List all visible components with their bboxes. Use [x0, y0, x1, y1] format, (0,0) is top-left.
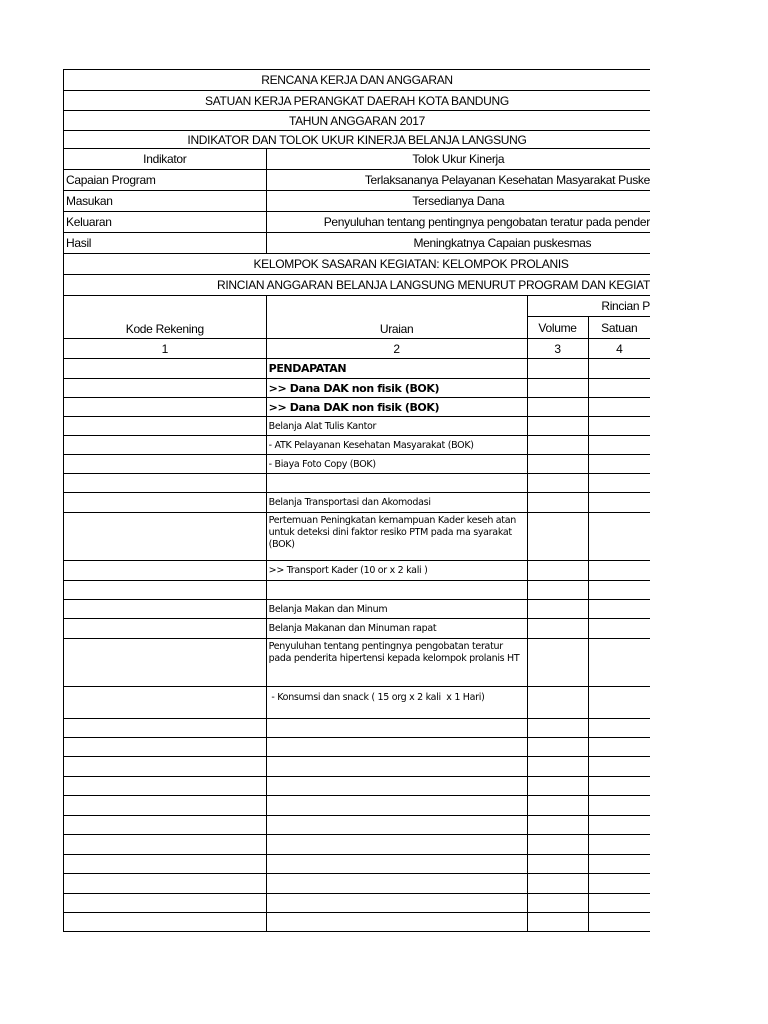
satuan-cell: [588, 913, 650, 932]
kelompok-sasaran: KELOMPOK SASARAN KEGIATAN: KELOMPOK PROLANIS: [64, 254, 651, 275]
indikator-column-header: Indikator: [64, 149, 267, 170]
kode-cell: [64, 455, 267, 474]
satuan-cell: [588, 855, 650, 874]
column-number: 1: [64, 339, 267, 359]
kode-cell: [64, 777, 267, 796]
volume-cell: [527, 513, 588, 561]
indikator-label: Hasil: [64, 233, 267, 254]
uraian-cell: >> Dana DAK non fisik (BOK): [266, 379, 527, 398]
uraian-cell: PENDAPATAN: [266, 359, 527, 379]
title-line-3: TAHUN ANGGARAN 2017: [64, 111, 651, 131]
satuan-cell: [588, 436, 650, 455]
column-number: 2: [266, 339, 527, 359]
uraian-cell: Penyuluhan tentang pentingnya pengobatan teratur pada penderita hipertensi kepada kelompok prolanis HT: [266, 639, 527, 687]
uraian-header: Uraian: [266, 296, 527, 339]
uraian-cell: [266, 474, 527, 493]
satuan-cell: [588, 474, 650, 493]
kode-rekening-header: Kode Rekening: [64, 296, 267, 339]
volume-header: Volume: [527, 317, 588, 339]
kode-cell: [64, 474, 267, 493]
kode-cell: [64, 738, 267, 757]
volume-cell: [527, 639, 588, 687]
satuan-cell: [588, 816, 650, 835]
kode-cell: [64, 417, 267, 436]
satuan-cell: [588, 719, 650, 738]
uraian-cell: [266, 874, 527, 894]
volume-cell: [527, 474, 588, 493]
rka-table: [63, 69, 650, 932]
volume-cell: [527, 436, 588, 455]
volume-cell: [527, 835, 588, 855]
satuan-cell: [588, 417, 650, 436]
satuan-cell: [588, 894, 650, 913]
uraian-cell: [266, 855, 527, 874]
title-line-2: SATUAN KERJA PERANGKAT DAERAH KOTA BANDUNG: [64, 91, 651, 111]
uraian-cell: Pertemuan Peningkatan kemampuan Kader keseh atan untuk deteksi dini faktor resiko PTM pada ma syarakat (BOK): [266, 513, 527, 561]
indikator-label: Capaian Program: [64, 170, 267, 191]
satuan-cell: [588, 687, 650, 719]
volume-cell: [527, 600, 588, 619]
kode-cell: [64, 600, 267, 619]
volume-cell: [527, 738, 588, 757]
volume-cell: [527, 581, 588, 600]
volume-cell: [527, 619, 588, 639]
satuan-cell: [588, 619, 650, 639]
volume-cell: [527, 855, 588, 874]
kode-cell: [64, 581, 267, 600]
indikator-label: Keluaran: [64, 212, 267, 233]
volume-cell: [527, 493, 588, 513]
volume-cell: [527, 894, 588, 913]
volume-cell: [527, 359, 588, 379]
uraian-cell: Belanja Makanan dan Minuman rapat: [266, 619, 527, 639]
satuan-cell: [588, 513, 650, 561]
kode-cell: [64, 359, 267, 379]
uraian-cell: [266, 913, 527, 932]
satuan-cell: [588, 874, 650, 894]
kode-cell: [64, 379, 267, 398]
kode-cell: [64, 619, 267, 639]
uraian-cell: [266, 816, 527, 835]
satuan-cell: [588, 600, 650, 619]
kode-cell: [64, 816, 267, 835]
volume-cell: [527, 379, 588, 398]
uraian-cell: [266, 777, 527, 796]
indikator-value: Tersedianya Dana: [266, 191, 650, 212]
kode-cell: [64, 874, 267, 894]
uraian-cell: [266, 738, 527, 757]
volume-cell: [527, 913, 588, 932]
satuan-cell: [588, 757, 650, 777]
kode-cell: [64, 757, 267, 777]
uraian-cell: [266, 757, 527, 777]
indikator-value: Terlaksananya Pelayanan Kesehatan Masyarakat Puske: [266, 170, 650, 191]
volume-cell: [527, 561, 588, 581]
satuan-cell: [588, 738, 650, 757]
spreadsheet: [63, 69, 650, 946]
uraian-cell: [266, 581, 527, 600]
uraian-cell: [266, 796, 527, 816]
kode-cell: [64, 436, 267, 455]
satuan-cell: [588, 493, 650, 513]
uraian-cell: >> Dana DAK non fisik (BOK): [266, 398, 527, 417]
column-number: 4: [588, 339, 650, 359]
kode-cell: [64, 796, 267, 816]
kode-cell: [64, 835, 267, 855]
satuan-cell: [588, 379, 650, 398]
kode-cell: [64, 513, 267, 561]
kode-cell: [64, 493, 267, 513]
uraian-cell: [266, 894, 527, 913]
kode-cell: [64, 687, 267, 719]
indikator-value: Meningkatnya Capaian puskesmas: [266, 233, 650, 254]
column-number: 3: [527, 339, 588, 359]
satuan-cell: [588, 398, 650, 417]
satuan-cell: [588, 561, 650, 581]
volume-cell: [527, 455, 588, 474]
satuan-cell: [588, 455, 650, 474]
rincian-title: RINCIAN ANGGARAN BELANJA LANGSUNG MENURUT PROGRAM DAN KEGIAT: [64, 275, 651, 296]
kode-cell: [64, 561, 267, 581]
kode-cell: [64, 398, 267, 417]
kode-cell: [64, 894, 267, 913]
uraian-cell: [266, 835, 527, 855]
volume-cell: [527, 757, 588, 777]
uraian-cell: Belanja Makan dan Minum: [266, 600, 527, 619]
kode-cell: [64, 639, 267, 687]
volume-cell: [527, 777, 588, 796]
tolok-ukur-column-header: Tolok Ukur Kinerja: [266, 149, 650, 170]
satuan-cell: [588, 796, 650, 816]
volume-cell: [527, 816, 588, 835]
volume-cell: [527, 796, 588, 816]
kode-cell: [64, 855, 267, 874]
uraian-cell: - ATK Pelayanan Kesehatan Masyarakat (BOK): [266, 436, 527, 455]
volume-cell: [527, 398, 588, 417]
satuan-cell: [588, 359, 650, 379]
uraian-cell: - Konsumsi dan snack ( 15 org x 2 kali x 1 Hari): [266, 687, 527, 719]
kode-cell: [64, 913, 267, 932]
indikator-label: Masukan: [64, 191, 267, 212]
satuan-cell: [588, 777, 650, 796]
indikator-section-title: INDIKATOR DAN TOLOK UKUR KINERJA BELANJA LANGSUNG: [64, 131, 651, 149]
indikator-value: Penyuluhan tentang pentingnya pengobatan teratur pada pender: [266, 212, 650, 233]
title-line-1: RENCANA KERJA DAN ANGGARAN: [64, 70, 651, 91]
uraian-cell: [266, 719, 527, 738]
volume-cell: [527, 719, 588, 738]
uraian-cell: >> Transport Kader (10 or x 2 kali ): [266, 561, 527, 581]
satuan-cell: [588, 835, 650, 855]
volume-cell: [527, 687, 588, 719]
uraian-cell: Belanja Transportasi dan Akomodasi: [266, 493, 527, 513]
satuan-cell: [588, 639, 650, 687]
satuan-header: Satuan: [588, 317, 650, 339]
volume-cell: [527, 874, 588, 894]
rincian-group-header: Rincian P: [527, 296, 650, 317]
uraian-cell: - Biaya Foto Copy (BOK): [266, 455, 527, 474]
uraian-cell: Belanja Alat Tulis Kantor: [266, 417, 527, 436]
kode-cell: [64, 719, 267, 738]
satuan-cell: [588, 581, 650, 600]
volume-cell: [527, 417, 588, 436]
